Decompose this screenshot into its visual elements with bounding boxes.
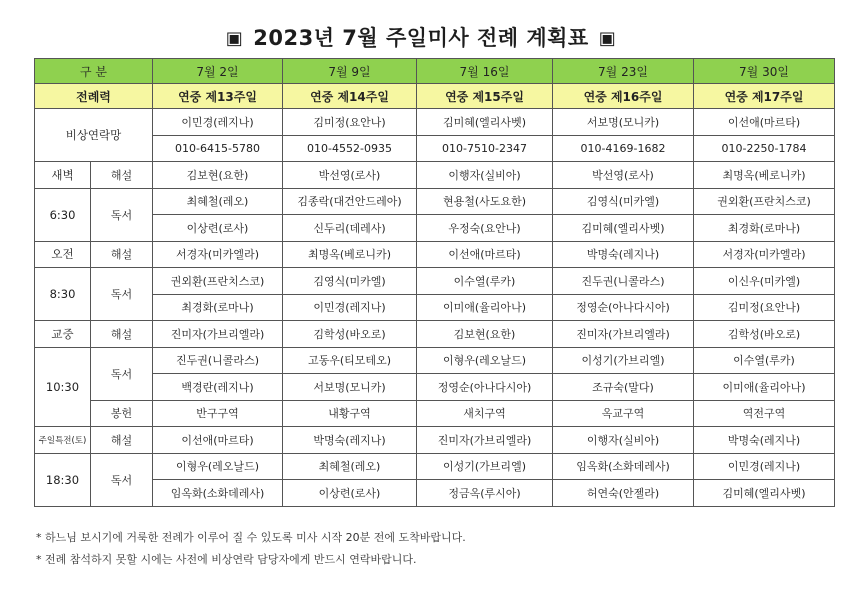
- district-cell: 반구구역: [153, 400, 283, 427]
- assignee-cell: 정금옥(루시아): [417, 480, 553, 507]
- district-cell: 역전구역: [694, 400, 835, 427]
- main-commentary-row: [35, 321, 835, 348]
- square-box-icon: ▣: [225, 28, 244, 49]
- assignee-cell: 이민경(레지나): [694, 453, 835, 480]
- contact-phone: 010-6415-5780: [153, 135, 283, 162]
- assignee-cell: 김보현(요한): [417, 321, 553, 348]
- liturgy-schedule-table: [34, 58, 835, 507]
- assignee-cell: 임옥화(소화데레사): [153, 480, 283, 507]
- dawn-label: 새벽: [35, 162, 91, 189]
- date-header-row: [35, 59, 835, 84]
- contact-phone: 010-4552-0935: [283, 135, 417, 162]
- assignee-cell: 박명숙(레지나): [694, 427, 835, 454]
- date-cell: 7월 16일: [417, 59, 553, 84]
- sat-commentary-row: [35, 427, 835, 454]
- liturgy-cell: 연중 제15주일: [417, 84, 553, 109]
- assignee-cell: 이미애(율리아나): [694, 374, 835, 401]
- morning-time: 8:30: [35, 268, 91, 321]
- main-offering-row: [35, 400, 835, 427]
- assignee-cell: 서경자(미카엘라): [694, 241, 835, 268]
- assignee-cell: 김학성(바오로): [283, 321, 417, 348]
- assignee-cell: 진미자(가브리엘라): [553, 321, 694, 348]
- assignee-cell: 이상련(로사): [283, 480, 417, 507]
- assignee-cell: 서경자(미카엘라): [153, 241, 283, 268]
- assignee-cell: 현용철(사도요한): [417, 188, 553, 215]
- assignee-cell: 최명옥(베로니카): [694, 162, 835, 189]
- assignee-cell: 이성기(가브리엘): [553, 347, 694, 374]
- assignee-cell: 이미애(율리아나): [417, 294, 553, 321]
- assignee-cell: 최명옥(베로니카): [283, 241, 417, 268]
- role-label: 봉헌: [91, 400, 153, 427]
- dawn-reading-row: [35, 215, 835, 242]
- morning-label: 오전: [35, 241, 91, 268]
- date-cell: 7월 9일: [283, 59, 417, 84]
- sat-reading-row: [35, 480, 835, 507]
- assignee-cell: 이행자(실비아): [417, 162, 553, 189]
- assignee-cell: 백경란(레지나): [153, 374, 283, 401]
- assignee-cell: 박선영(로사): [553, 162, 694, 189]
- footnote: * 전례 참석하지 못할 시에는 사전에 비상연락 담당자에게 반드시 연락바랍니다.: [36, 553, 417, 566]
- footnote: * 하느님 보시기에 거룩한 전례가 이루어 질 수 있도록 미사 시작 20분 전에 도착바랍니다.: [36, 531, 466, 544]
- sat-label: 주일특전(토): [35, 427, 91, 454]
- dawn-commentary-row: [35, 162, 835, 189]
- assignee-cell: 이행자(실비아): [553, 427, 694, 454]
- liturgy-cell: 연중 제17주일: [694, 84, 835, 109]
- role-label: 해설: [91, 427, 153, 454]
- assignee-cell: 이상련(로사): [153, 215, 283, 242]
- date-cell: 7월 2일: [153, 59, 283, 84]
- assignee-cell: 김보현(요한): [153, 162, 283, 189]
- date-cell: 7월 30일: [694, 59, 835, 84]
- morning-reading-row: [35, 268, 835, 295]
- assignee-cell: 조규숙(말다): [553, 374, 694, 401]
- assignee-cell: 허연숙(안젤라): [553, 480, 694, 507]
- date-cell: 7월 23일: [553, 59, 694, 84]
- main-label: 교중: [35, 321, 91, 348]
- assignee-cell: 최경화(로마나): [694, 215, 835, 242]
- liturgy-row: [35, 84, 835, 109]
- dawn-time: 6:30: [35, 188, 91, 241]
- contact-name: 서보명(모니카): [553, 109, 694, 136]
- contact-name: 김미혜(엘리사벳): [417, 109, 553, 136]
- liturgy-cell: 연중 제16주일: [553, 84, 694, 109]
- liturgy-cell: 연중 제14주일: [283, 84, 417, 109]
- contact-phone: 010-4169-1682: [553, 135, 694, 162]
- assignee-cell: 고동우(티모테오): [283, 347, 417, 374]
- assignee-cell: 권외환(프란치스코): [153, 268, 283, 295]
- assignee-cell: 최경화(로마나): [153, 294, 283, 321]
- assignee-cell: 우정숙(요안나): [417, 215, 553, 242]
- role-label: 독서: [91, 453, 153, 506]
- category-header: 구 분: [35, 59, 153, 84]
- assignee-cell: 이선애(마르타): [417, 241, 553, 268]
- main-reading-row: [35, 374, 835, 401]
- assignee-cell: 이수열(루카): [694, 347, 835, 374]
- sat-time: 18:30: [35, 453, 91, 506]
- assignee-cell: 김학성(바오로): [694, 321, 835, 348]
- emergency-names-row: [35, 109, 835, 136]
- assignee-cell: 김영식(미카엘): [283, 268, 417, 295]
- title-text: 2023년 7월 주일미사 전례 계획표: [253, 26, 589, 50]
- main-time: 10:30: [35, 347, 91, 427]
- district-cell: 새치구역: [417, 400, 553, 427]
- footnotes: [36, 527, 466, 571]
- assignee-cell: 정영순(아나다시아): [417, 374, 553, 401]
- assignee-cell: 이성기(가브리엘): [417, 453, 553, 480]
- role-label: 해설: [91, 321, 153, 348]
- contact-phone: 010-7510-2347: [417, 135, 553, 162]
- assignee-cell: 신두리(데레사): [283, 215, 417, 242]
- contact-phone: 010-2250-1784: [694, 135, 835, 162]
- assignee-cell: 이수열(루카): [417, 268, 553, 295]
- sat-reading-row: [35, 453, 835, 480]
- assignee-cell: 정영순(아나다시아): [553, 294, 694, 321]
- assignee-cell: 진미자(가브리엘라): [153, 321, 283, 348]
- assignee-cell: 진두권(니콜라스): [153, 347, 283, 374]
- morning-commentary-row: [35, 241, 835, 268]
- assignee-cell: 박명숙(레지나): [553, 241, 694, 268]
- assignee-cell: 김영식(미카엘): [553, 188, 694, 215]
- assignee-cell: 이형우(레오날드): [153, 453, 283, 480]
- assignee-cell: 이신우(미카엘): [694, 268, 835, 295]
- emergency-phones-row: [35, 135, 835, 162]
- assignee-cell: 진두권(니콜라스): [553, 268, 694, 295]
- assignee-cell: 이형우(레오날드): [417, 347, 553, 374]
- dawn-reading-row: [35, 188, 835, 215]
- contact-name: 이선애(마르타): [694, 109, 835, 136]
- liturgy-cell: 연중 제13주일: [153, 84, 283, 109]
- role-label: 독서: [91, 188, 153, 241]
- emergency-label: 비상연락망: [35, 109, 153, 162]
- district-cell: 옥교구역: [553, 400, 694, 427]
- district-cell: 내황구역: [283, 400, 417, 427]
- assignee-cell: 최혜철(레오): [153, 188, 283, 215]
- role-label: 독서: [91, 268, 153, 321]
- assignee-cell: 박선영(로사): [283, 162, 417, 189]
- morning-reading-row: [35, 294, 835, 321]
- page-title: [0, 22, 842, 52]
- main-reading-row: [35, 347, 835, 374]
- assignee-cell: 이선애(마르타): [153, 427, 283, 454]
- role-label: 해설: [91, 162, 153, 189]
- assignee-cell: 임옥화(소화데레사): [553, 453, 694, 480]
- contact-name: 김미정(요안나): [283, 109, 417, 136]
- assignee-cell: 박명숙(레지나): [283, 427, 417, 454]
- assignee-cell: 김종락(대건안드레아): [283, 188, 417, 215]
- contact-name: 이민경(레지나): [153, 109, 283, 136]
- assignee-cell: 김미혜(엘리사벳): [553, 215, 694, 242]
- assignee-cell: 김미정(요안나): [694, 294, 835, 321]
- assignee-cell: 최혜철(레오): [283, 453, 417, 480]
- square-box-icon: ▣: [598, 28, 617, 49]
- assignee-cell: 권외환(프란치스코): [694, 188, 835, 215]
- assignee-cell: 진미자(가브리엘라): [417, 427, 553, 454]
- role-label: 해설: [91, 241, 153, 268]
- assignee-cell: 서보명(모니카): [283, 374, 417, 401]
- liturgy-label: 전례력: [35, 84, 153, 109]
- assignee-cell: 김미혜(엘리사벳): [694, 480, 835, 507]
- assignee-cell: 이민경(레지나): [283, 294, 417, 321]
- role-label: 독서: [91, 347, 153, 400]
